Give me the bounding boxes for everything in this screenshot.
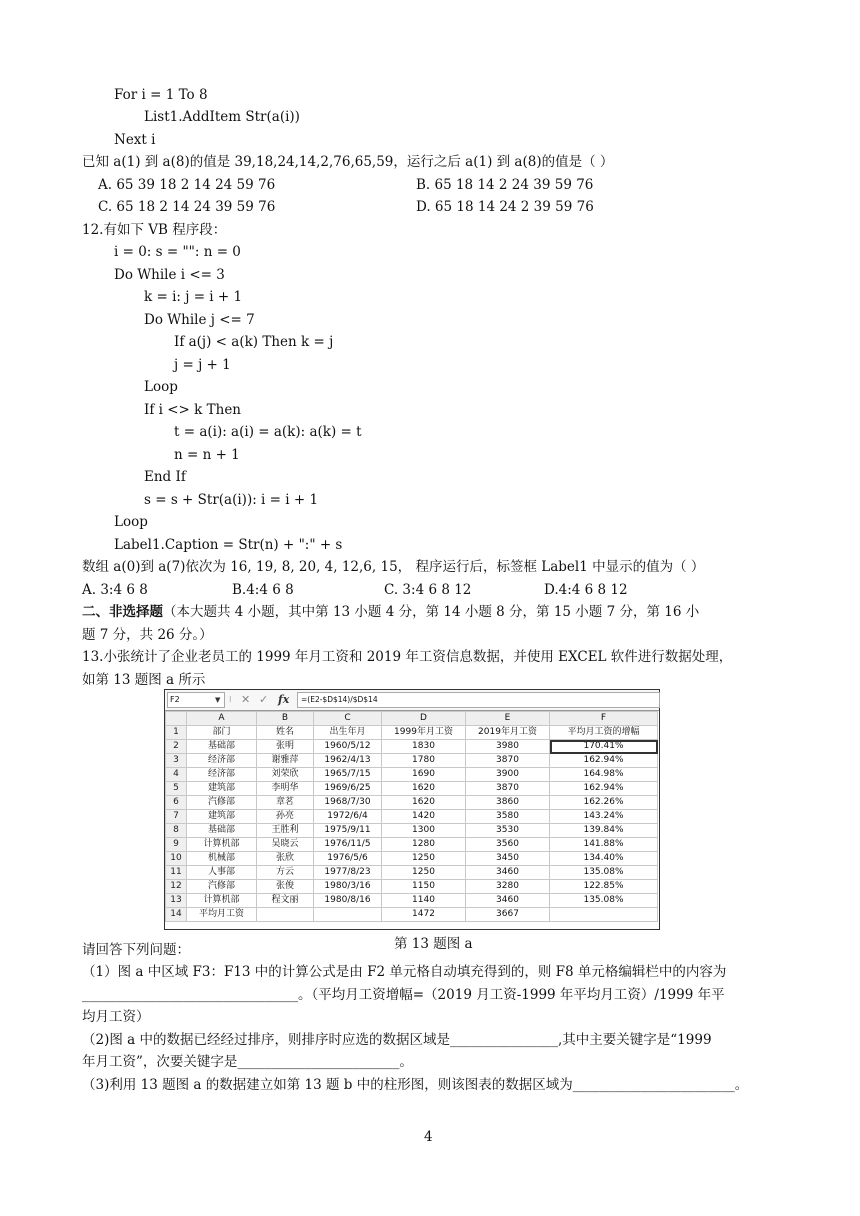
cell-empty[interactable]: [314, 908, 382, 922]
cell-name[interactable]: 谢雅萍: [257, 754, 314, 768]
option-b: B. 65 18 14 2 24 39 59 76: [416, 177, 594, 193]
table-row: [166, 838, 658, 852]
cell-name[interactable]: 李明华: [257, 782, 314, 796]
cell-w99[interactable]: 1300: [382, 824, 466, 838]
cell-dob[interactable]: 1976/11/5: [314, 838, 382, 852]
header-cell[interactable]: 姓名: [257, 726, 314, 740]
code-line: Do While j <= 7: [144, 312, 255, 328]
function-icon[interactable]: fx: [278, 693, 290, 706]
cell-dob[interactable]: 1980/3/16: [314, 880, 382, 894]
table-row: [166, 796, 658, 810]
cell-w19[interactable]: 3450: [466, 852, 550, 866]
cell-dept[interactable]: 汽修部: [187, 796, 257, 810]
row-header[interactable]: 9: [166, 838, 187, 852]
option-d: D. 65 18 14 24 2 39 59 76: [416, 199, 594, 215]
cell-name[interactable]: 刘荣欣: [257, 768, 314, 782]
cell-label[interactable]: 平均月工资: [187, 908, 257, 922]
column-header[interactable]: D: [382, 712, 466, 726]
cell-inc[interactable]: 162.94%: [550, 782, 658, 796]
option-c: C. 65 18 2 14 24 39 59 76: [98, 199, 276, 215]
sub-question-1: ________________________________。（平均月工资增幅=（2019 月工资-1999 年平均月工资）/1999 年平: [82, 987, 725, 1003]
cell-average-1999[interactable]: 1472: [382, 908, 466, 922]
row-header[interactable]: 6: [166, 796, 187, 810]
sub-question-2: （2)图 a 中的数据已经经过排序，则排序时应选的数据区域是________________,其中主要关键字是“1999: [82, 1032, 712, 1048]
table-row: [166, 810, 658, 824]
code-line: For i = 1 To 8: [114, 87, 208, 103]
cell-dept[interactable]: 计算机部: [187, 894, 257, 908]
code-line: Loop: [114, 514, 148, 530]
cell-dob[interactable]: 1980/8/16: [314, 894, 382, 908]
cell-inc[interactable]: 164.98%: [550, 768, 658, 782]
question-text: 已知 a(1) 到 a(8)的值是 39,18,24,14,2,76,65,59，运行之后 a(1) 到 a(8)的值是（ ）: [82, 154, 614, 170]
cell-name[interactable]: 章茗: [257, 796, 314, 810]
cell-dept[interactable]: 人事部: [187, 866, 257, 880]
cell-w19[interactable]: 3900: [466, 768, 550, 782]
cell-dob[interactable]: 1976/5/6: [314, 852, 382, 866]
cell-w99[interactable]: 1150: [382, 880, 466, 894]
cell-name[interactable]: 张明: [257, 740, 314, 754]
question-13-text: 如第 13 题图 a 所示: [82, 672, 206, 688]
cell-dept[interactable]: 经济部: [187, 754, 257, 768]
cell-name[interactable]: 张欣: [257, 852, 314, 866]
option-d: D.4:4 6 8 12: [544, 582, 628, 598]
cell-dept[interactable]: 经济部: [187, 768, 257, 782]
cell-w19[interactable]: 3560: [466, 838, 550, 852]
cell-dob[interactable]: 1962/4/13: [314, 754, 382, 768]
cell-dob[interactable]: 1965/7/15: [314, 768, 382, 782]
formula-bar: [165, 690, 659, 711]
cell-w19[interactable]: 3580: [466, 810, 550, 824]
cell-w99[interactable]: 1420: [382, 810, 466, 824]
column-header-row: [166, 712, 658, 726]
cell-dept[interactable]: 汽修部: [187, 880, 257, 894]
cell-w19[interactable]: 3870: [466, 754, 550, 768]
cell-w19[interactable]: 3870: [466, 782, 550, 796]
code-line: n = n + 1: [174, 447, 240, 463]
sub-question-3: （3)利用 13 题图 a 的数据建立如第 13 题 b 中的柱形图，则该图表的数据区域为________________________。: [82, 1077, 749, 1093]
question-13-text: 13.小张统计了企业老员工的 1999 年月工资和 2019 年工资信息数据，并使用 EXCEL 软件进行数据处理，: [82, 649, 733, 665]
table-row: [166, 824, 658, 838]
table-row: [166, 880, 658, 894]
sub-question-1: 均月工资）: [82, 1009, 150, 1025]
cell-w99[interactable]: 1250: [382, 852, 466, 866]
cell-dept[interactable]: 机械部: [187, 852, 257, 866]
cell-w99[interactable]: 1830: [382, 740, 466, 754]
option-b: B.4:4 6 8: [232, 582, 294, 598]
row-header[interactable]: 8: [166, 824, 187, 838]
spreadsheet-figure: [164, 689, 660, 930]
chevron-down-icon[interactable]: ▼: [215, 696, 221, 704]
section-description: 题 7 分，共 26 分。）: [82, 627, 213, 643]
code-line: List1.AddItem Str(a(i)): [144, 109, 300, 125]
cell-w19[interactable]: 3980: [466, 740, 550, 754]
question-text: 数组 a(0)到 a(7)依次为 16, 19, 8, 20, 4, 12,6, 15， 程序运行后，标签框 Label1 中显示的值为（ ）: [82, 559, 705, 575]
cell-dept[interactable]: 基础部: [187, 740, 257, 754]
header-cell[interactable]: 平均月工资的增幅: [550, 726, 658, 740]
cell-inc[interactable]: 134.40%: [550, 852, 658, 866]
column-header[interactable]: E: [466, 712, 550, 726]
cell-w19[interactable]: 3280: [466, 880, 550, 894]
row-header[interactable]: 10: [166, 852, 187, 866]
cell-w99[interactable]: 1140: [382, 894, 466, 908]
row-header[interactable]: 13: [166, 894, 187, 908]
cell-w19[interactable]: 3530: [466, 824, 550, 838]
cell-dob[interactable]: 1968/7/30: [314, 796, 382, 810]
cell-dob[interactable]: 1969/6/25: [314, 782, 382, 796]
section-title: 二、非选择题: [82, 604, 163, 620]
row-header[interactable]: 2: [166, 740, 187, 754]
code-line: Loop: [144, 379, 178, 395]
code-line: k = i: j = i + 1: [144, 289, 243, 305]
column-header[interactable]: B: [257, 712, 314, 726]
section-description: （本大题共 4 小题，其中第 13 小题 4 分，第 14 小题 8 分，第 15 小题 7 分，第 16 小: [163, 604, 700, 620]
cell-inc[interactable]: 135.08%: [550, 894, 658, 908]
section-heading: [82, 603, 699, 621]
option-a: A. 3:4 6 8: [82, 582, 148, 598]
code-line: t = a(i): a(i) = a(k): a(k) = t: [174, 424, 362, 440]
spreadsheet-grid: [165, 711, 658, 922]
cell-dob[interactable]: 1972/6/4: [314, 810, 382, 824]
cell-dob[interactable]: 1975/9/11: [314, 824, 382, 838]
check-icon[interactable]: ✓: [259, 693, 269, 706]
header-cell[interactable]: 部门: [187, 726, 257, 740]
question-12-title: 12.有如下 VB 程序段：: [82, 222, 227, 238]
row-header[interactable]: 11: [166, 866, 187, 880]
table-row: [166, 754, 658, 768]
cell-inc[interactable]: 139.84%: [550, 824, 658, 838]
cell-dob[interactable]: 1977/8/23: [314, 866, 382, 880]
header-cell[interactable]: 2019年月工资: [466, 726, 550, 740]
select-all-corner[interactable]: [166, 712, 187, 726]
table-row: [166, 740, 658, 754]
cell-inc[interactable]: 135.08%: [550, 866, 658, 880]
cell-w99[interactable]: 1620: [382, 796, 466, 810]
header-cell[interactable]: 出生年月: [314, 726, 382, 740]
cell-w99[interactable]: 1250: [382, 866, 466, 880]
code-line: If i <> k Then: [144, 402, 241, 418]
table-row: [166, 894, 658, 908]
cell-dept[interactable]: 建筑部: [187, 782, 257, 796]
cell-name[interactable]: 程文丽: [257, 894, 314, 908]
cell-inc[interactable]: 122.85%: [550, 880, 658, 894]
cell-name[interactable]: 方云: [257, 866, 314, 880]
code-line: Label1.Caption = Str(n) + ":" + s: [114, 537, 343, 553]
code-line: j = j + 1: [174, 357, 231, 373]
header-cell[interactable]: 1999年月工资: [382, 726, 466, 740]
cell-w19[interactable]: 3860: [466, 796, 550, 810]
option-c: C. 3:4 6 8 12: [384, 582, 472, 598]
table-row: [166, 866, 658, 880]
code-line: i = 0: s = "": n = 0: [114, 244, 241, 260]
cell-w19[interactable]: 3460: [466, 894, 550, 908]
cell-w19[interactable]: 3460: [466, 866, 550, 880]
option-a: A. 65 39 18 2 14 24 59 76: [98, 177, 276, 193]
page-number: 4: [424, 1129, 433, 1145]
table-row: [166, 782, 658, 796]
cell-dept[interactable]: 计算机部: [187, 838, 257, 852]
name-box[interactable]: F2: [167, 692, 225, 708]
figure-caption: 第 13 题图 a: [394, 936, 473, 952]
cell-inc[interactable]: 143.24%: [550, 810, 658, 824]
cell-name[interactable]: 孙亮: [257, 810, 314, 824]
cell-name[interactable]: 吴晓云: [257, 838, 314, 852]
column-header[interactable]: A: [187, 712, 257, 726]
cell-average-2019[interactable]: 3667: [466, 908, 550, 922]
row-header[interactable]: 1: [166, 726, 187, 740]
row-header[interactable]: 12: [166, 880, 187, 894]
row-header[interactable]: 14: [166, 908, 187, 922]
column-header[interactable]: C: [314, 712, 382, 726]
code-line: s = s + Str(a(i)): i = i + 1: [144, 492, 319, 508]
table-row: [166, 726, 658, 740]
cell-w99[interactable]: 1280: [382, 838, 466, 852]
table-row: [166, 908, 658, 922]
cell-dept[interactable]: 建筑部: [187, 810, 257, 824]
formula-input[interactable]: =(E2-$D$14)/$D$14: [297, 692, 660, 708]
column-header[interactable]: F: [550, 712, 658, 726]
code-line: Next i: [114, 132, 156, 148]
cell-inc[interactable]: 162.94%: [550, 754, 658, 768]
cell-name[interactable]: 王胜利: [257, 824, 314, 838]
sub-question-1: （1）图 a 中区域 F3：F13 中的计算公式是由 F2 单元格自动填充得到的，则 F8 单元格编辑栏中的内容为: [82, 964, 727, 980]
cell-w99[interactable]: 1620: [382, 782, 466, 796]
cell-empty[interactable]: [257, 908, 314, 922]
cross-icon[interactable]: ✕: [241, 693, 251, 706]
cell-w99[interactable]: 1780: [382, 754, 466, 768]
row-header[interactable]: 4: [166, 768, 187, 782]
table-row: [166, 852, 658, 866]
row-header[interactable]: 3: [166, 754, 187, 768]
code-line: If a(j) < a(k) Then k = j: [174, 334, 334, 350]
table-row: [166, 768, 658, 782]
cell-inc[interactable]: 170.41%: [550, 740, 658, 754]
cell-dob[interactable]: 1960/5/12: [314, 740, 382, 754]
cell-empty[interactable]: [550, 908, 658, 922]
prompt-text: 请回答下列问题：: [82, 942, 190, 958]
cell-inc[interactable]: 141.88%: [550, 838, 658, 852]
row-header[interactable]: 5: [166, 782, 187, 796]
row-header[interactable]: 7: [166, 810, 187, 824]
code-line: End If: [144, 469, 186, 485]
cell-name[interactable]: 张俊: [257, 880, 314, 894]
cell-inc[interactable]: 162.26%: [550, 796, 658, 810]
cell-dept[interactable]: 基础部: [187, 824, 257, 838]
code-line: Do While i <= 3: [114, 267, 225, 283]
cell-w99[interactable]: 1690: [382, 768, 466, 782]
separator-icon: ⁝: [229, 695, 232, 704]
sub-question-2: 年月工资”，次要关键字是________________________。: [82, 1054, 413, 1070]
